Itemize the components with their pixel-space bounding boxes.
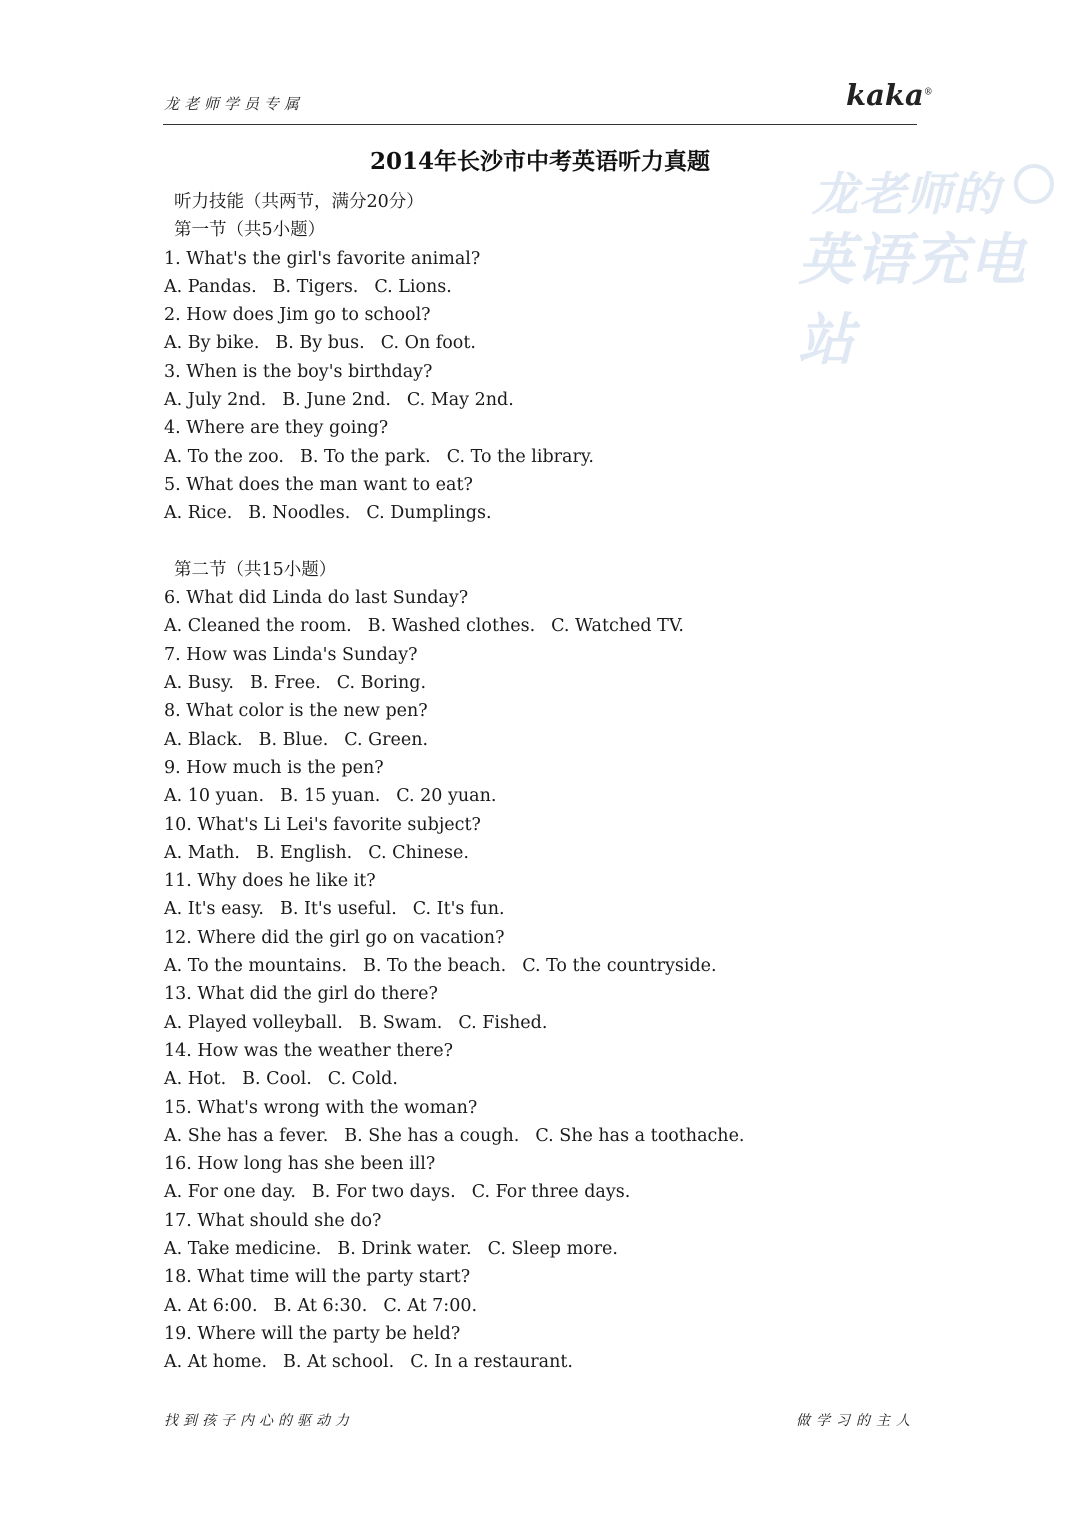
answer-option: B. Blue. bbox=[258, 729, 329, 750]
answer-option: B. To the park. bbox=[299, 446, 431, 467]
section-heading: 第一节（共5小题） bbox=[174, 220, 326, 241]
answer-options bbox=[164, 1348, 864, 1376]
answer-options bbox=[164, 669, 864, 697]
intro-text: 听力技能（共两节，满分20分） bbox=[174, 192, 424, 212]
answer-option: B. Tigers. bbox=[272, 276, 359, 297]
question-text: 12. Where did the girl go on vacation? bbox=[164, 927, 505, 948]
question-text: 4. Where are they going? bbox=[164, 418, 389, 439]
answer-options bbox=[164, 1065, 864, 1093]
section-gap bbox=[164, 528, 864, 556]
kaka-logo bbox=[846, 78, 933, 112]
answer-option: A. Cleaned the room. bbox=[164, 616, 352, 637]
answer-option: C. Green. bbox=[344, 729, 429, 750]
answer-option: A. It's easy. bbox=[164, 899, 264, 920]
answer-options bbox=[164, 952, 864, 980]
answer-option: B. For two days. bbox=[311, 1182, 456, 1203]
answer-options bbox=[164, 1009, 864, 1037]
answer-option: A. For one day. bbox=[164, 1182, 296, 1203]
question-text: 14. How was the weather there? bbox=[164, 1040, 454, 1061]
question-text: 16. How long has she been ill? bbox=[164, 1154, 436, 1175]
answer-option: B. June 2nd. bbox=[282, 390, 391, 411]
footer-slogan-left: 找到孩子内心的驱动力 bbox=[164, 1413, 354, 1429]
answer-option: B. Noodles. bbox=[248, 503, 351, 524]
answer-option: C. At 7:00. bbox=[383, 1295, 478, 1316]
answer-option: A. Hot. bbox=[164, 1069, 227, 1090]
answer-option: B. Swam. bbox=[358, 1012, 443, 1033]
answer-option: C. Cold. bbox=[327, 1069, 398, 1090]
answer-options bbox=[164, 386, 864, 414]
answer-options bbox=[164, 499, 864, 527]
answer-option: A. She has a fever. bbox=[164, 1125, 329, 1146]
section-heading: 第二节（共15小题） bbox=[174, 559, 337, 580]
answer-option: B. English. bbox=[255, 842, 353, 863]
question-text: 9. How much is the pen? bbox=[164, 757, 384, 778]
question-text: 15. What's wrong with the woman? bbox=[164, 1097, 478, 1118]
answer-options bbox=[164, 726, 864, 754]
question-text: 7. How was Linda's Sunday? bbox=[164, 644, 418, 665]
header-divider bbox=[163, 124, 917, 125]
answer-option: C. May 2nd. bbox=[406, 390, 514, 411]
watermark-line1: 龙老师的 bbox=[812, 167, 1000, 221]
answer-option: A. Played volleyball. bbox=[164, 1012, 343, 1033]
question-text: 10. What's Li Lei's favorite subject? bbox=[164, 814, 481, 835]
answer-options bbox=[164, 1178, 864, 1206]
question-text: 18. What time will the party start? bbox=[164, 1267, 471, 1288]
answer-option: C. Chinese. bbox=[368, 842, 469, 863]
answer-option: A. At 6:00. bbox=[164, 1295, 258, 1316]
answer-option: C. To the countryside. bbox=[522, 956, 717, 977]
question-text: 13. What did the girl do there? bbox=[164, 984, 438, 1005]
registered-mark: ® bbox=[923, 87, 933, 98]
question-text: 2. How does Jim go to school? bbox=[164, 305, 431, 326]
answer-option: C. For three days. bbox=[471, 1182, 631, 1203]
answer-options bbox=[164, 1235, 864, 1263]
answer-option: B. It's useful. bbox=[279, 899, 397, 920]
answer-option: A. Black. bbox=[164, 729, 243, 750]
answer-option: C. She has a toothache. bbox=[535, 1125, 745, 1146]
question-text: 5. What does the man want to eat? bbox=[164, 474, 473, 495]
question-text: 3. When is the boy's birthday? bbox=[164, 361, 433, 382]
answer-option: B. Cool. bbox=[242, 1069, 312, 1090]
exam-content bbox=[164, 188, 864, 1376]
answer-option: C. Watched TV. bbox=[551, 616, 684, 637]
answer-option: B. At 6:30. bbox=[273, 1295, 368, 1316]
answer-options bbox=[164, 1292, 864, 1320]
answer-option: A. To the mountains. bbox=[164, 956, 347, 977]
answer-option: A. At home. bbox=[164, 1352, 268, 1373]
answer-options bbox=[164, 273, 864, 301]
answer-option: C. To the library. bbox=[446, 446, 594, 467]
answer-option: A. Take medicine. bbox=[164, 1238, 322, 1259]
answer-options bbox=[164, 443, 864, 471]
answer-option: C. Fished. bbox=[458, 1012, 548, 1033]
answer-option: B. Drink water. bbox=[337, 1238, 472, 1259]
answer-option: C. Dumplings. bbox=[366, 503, 492, 524]
watermark-line2: 英语充电站 bbox=[798, 228, 1026, 373]
question-text: 11. Why does he like it? bbox=[164, 871, 376, 892]
question-text: 6. What did Linda do last Sunday? bbox=[164, 588, 469, 609]
answer-option: C. Lions. bbox=[374, 276, 452, 297]
answer-option: B. At school. bbox=[283, 1352, 395, 1373]
answer-option: A. 10 yuan. bbox=[164, 786, 265, 807]
question-text: 8. What color is the new pen? bbox=[164, 701, 428, 722]
answer-options bbox=[164, 839, 864, 867]
answer-option: A. Math. bbox=[164, 842, 240, 863]
answer-option: B. She has a cough. bbox=[344, 1125, 520, 1146]
answer-option: B. Free. bbox=[250, 673, 321, 694]
header-tagline: 龙老师学员专属 bbox=[164, 95, 305, 113]
footer-slogan-right: 做学习的主人 bbox=[796, 1413, 916, 1429]
answer-option: A. By bike. bbox=[164, 333, 260, 354]
page-title: 2014年长沙市中考英语听力真题 bbox=[369, 148, 710, 175]
answer-option: A. Busy. bbox=[164, 673, 234, 694]
answer-option: B. Washed clothes. bbox=[367, 616, 536, 637]
answer-option: A. July 2nd. bbox=[164, 390, 267, 411]
answer-option: A. Pandas. bbox=[164, 276, 257, 297]
answer-option: C. Sleep more. bbox=[487, 1238, 618, 1259]
answer-option: C. Boring. bbox=[336, 673, 427, 694]
question-text: 19. Where will the party be held? bbox=[164, 1323, 461, 1344]
answer-options bbox=[164, 895, 864, 923]
answer-options bbox=[164, 329, 864, 357]
question-text: 17. What should she do? bbox=[164, 1210, 382, 1231]
answer-option: A. To the zoo. bbox=[164, 446, 284, 467]
answer-options bbox=[164, 1122, 864, 1150]
answer-option: B. By bus. bbox=[275, 333, 365, 354]
answer-options bbox=[164, 782, 864, 810]
answer-options bbox=[164, 612, 864, 640]
question-text: 1. What's the girl's favorite animal? bbox=[164, 248, 481, 269]
answer-option: C. In a restaurant. bbox=[410, 1352, 573, 1373]
answer-option: B. To the beach. bbox=[362, 956, 507, 977]
answer-option: C. It's fun. bbox=[412, 899, 505, 920]
answer-option: C. On foot. bbox=[380, 333, 476, 354]
logo-text: kaka bbox=[846, 78, 924, 112]
answer-option: C. 20 yuan. bbox=[396, 786, 497, 807]
answer-option: B. 15 yuan. bbox=[280, 786, 381, 807]
answer-option: A. Rice. bbox=[164, 503, 233, 524]
